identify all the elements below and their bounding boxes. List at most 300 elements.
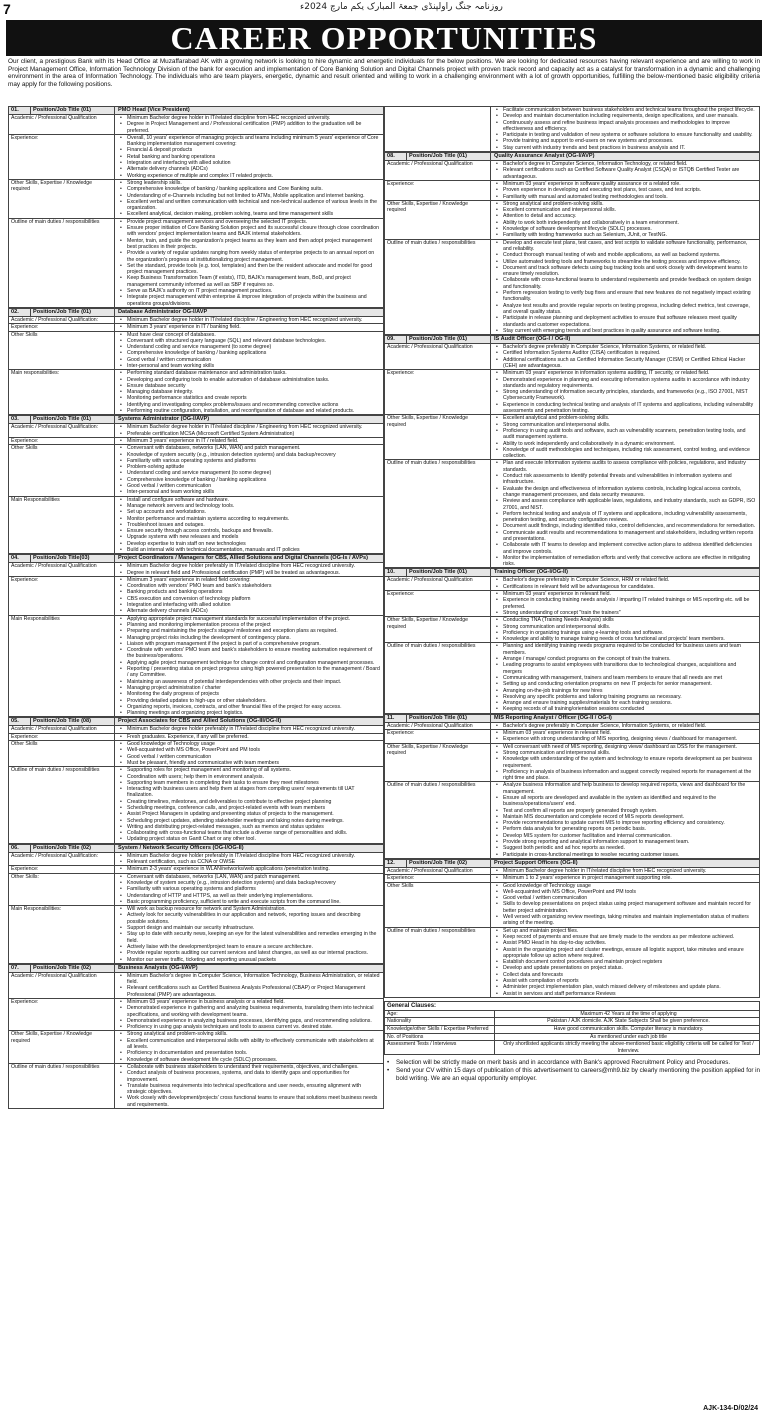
- bullet-item: • Minimum Bachelor degree holder in IT/related discipline / Engineering from HEC recognized university.: [118, 424, 380, 430]
- row-label: Experience:: [9, 135, 115, 179]
- bullet-item: • Test and confirm all reports are properly generated through system.: [494, 808, 756, 814]
- job-title: Database Administrator OG-I/AVP: [118, 308, 208, 315]
- bullet-item: • Ensure security through access controls, backups and firewalls.: [118, 528, 380, 534]
- row-content: [491, 577, 759, 590]
- job-header: [385, 336, 759, 344]
- bullet-item: • Developing and configuring tools to enable automation of database administration tasks.: [118, 377, 380, 383]
- bullet-item: • Develop and update presentations on project status.: [494, 965, 756, 971]
- row-content: [115, 616, 383, 717]
- bullet-item: • Ensure database security: [118, 383, 380, 389]
- row-label: Main Responsibilities: [9, 497, 115, 554]
- bullet-item: • Retail banking and banking operations: [118, 154, 380, 160]
- row-label: Other Skills, Expertise / Knowledge required: [9, 180, 115, 218]
- bullet-item: • Monitoring the daily progress of projects: [118, 691, 380, 697]
- bullet-item: • Support design and maintain our security infrastructure.: [118, 925, 380, 931]
- bullet-item: • Assist in services and staff performance Reviews: [494, 991, 756, 997]
- clause-value: Maximum 42 Years at the time of applying: [580, 1010, 677, 1017]
- bullet-item: • Minimum 03 years' experience in relevant field.: [494, 730, 756, 736]
- job-title: Project Associates for CBS and Allied Solutions (OG-III/OG-II): [118, 718, 282, 725]
- job-title: Quality Assurance Analyst (OG-I/AVP): [494, 153, 595, 160]
- row-content: [491, 415, 759, 459]
- job-row: [9, 115, 383, 135]
- bullet-item: • Ensure proper initiation of Core Banking Solution project and its successful closure through close coordination with vendors' project implementation teams and BAJK internal stakeholders.: [118, 225, 380, 238]
- bullet-item: • Minimum 03 years' experience in information systems auditing, IT security, or related field.: [494, 370, 756, 376]
- job-row: [385, 591, 759, 617]
- job-row: [9, 741, 383, 767]
- row-label: Main Responsibilities:: [9, 906, 115, 963]
- job-header: [385, 715, 759, 723]
- bullet-item: • Planning meetings and organizing project logistics.: [118, 710, 380, 716]
- bullet-item: • Collaborate with IT teams to develop and implement corrective action plans to address identified deficiencies and improve controls.: [494, 542, 756, 555]
- job-title: MIS Reporting Analyst / Officer (OG-II / OG-I): [494, 714, 612, 721]
- row-label: Outline of main duties / responsibilities: [9, 767, 115, 843]
- job-position-label: Position/Job Title (02): [407, 860, 491, 867]
- bullet-item: • Applying agile project management technique for change control and configuration management processes.: [118, 660, 380, 666]
- job-title: PMO Head (Vice President): [118, 107, 190, 113]
- row-content: [491, 460, 759, 567]
- job-header: [9, 107, 383, 115]
- clause-value: As mentioned under each job title: [590, 1033, 667, 1040]
- row-content: [491, 782, 759, 858]
- bullet-item: • Performing routine configuration, installation, and reconfiguration of database and related products.: [118, 408, 380, 414]
- bullet-item: • Demonstrated experience in analyzing business processes, identifying gaps, and recommending solutions.: [118, 1018, 380, 1024]
- bullet-item: • Inter-personal and team working skills: [118, 489, 380, 495]
- row-label: Experience:: [9, 999, 115, 1030]
- bullet-item: • Excellent communication and interpersonal skills.: [494, 207, 756, 213]
- general-clauses-table: [384, 1001, 760, 1056]
- bullet-item: • Well-acquainted with MS Office, PowerPoint and PM tools: [118, 747, 380, 753]
- bullet-list: [494, 868, 756, 874]
- bullet-list: [118, 616, 380, 717]
- bullet-item: • Familiarity with various operating systems and platforms: [118, 886, 380, 892]
- row-label: Academic / Professional Qualification: [385, 868, 491, 874]
- bullet-item: • Assist Project Managers in updating and presenting status of projects to the management.: [118, 811, 380, 817]
- bullet-item: • Install and configure software and hardware.: [118, 497, 380, 503]
- job-block: [8, 415, 384, 554]
- job-row: [385, 868, 759, 875]
- job-row: [9, 726, 383, 733]
- job-position-label: Position/Job Title (01): [31, 107, 115, 114]
- row-content: [115, 726, 383, 732]
- job-row: [9, 424, 383, 438]
- job-position-label: Position/Job Title (01): [407, 569, 491, 576]
- bullet-item: • CBS execution and conversion of technology platform: [118, 596, 380, 602]
- bullet-item: • Minimum 3 years' experience in related field covering:: [118, 577, 380, 583]
- job-header: [9, 845, 383, 853]
- bullet-item: • Experience in conducting technical testing and analysis of IT systems and applications, including vulnerability assessments and penetration testing.: [494, 402, 756, 415]
- row-label: Experience:: [9, 324, 115, 330]
- bullet-item: • Strong understanding of information security principles, standards, and frameworks (e.g., ISO 27001, NIST Cybersecurity Framework).: [494, 389, 756, 402]
- row-label: Academic / Professional Qualification: [9, 115, 115, 134]
- job-row: [385, 201, 759, 240]
- bullet-item: • Develop MIS system for customer facilitation and internal communication.: [494, 833, 756, 839]
- bullet-list: [118, 445, 380, 495]
- bullet-item: • Minimum Bachelor degree holder preferably in IT/related discipline from HEC recognized university.: [118, 563, 380, 569]
- row-label: Academic / Professional Qualification:: [9, 424, 115, 437]
- row-content: [491, 730, 759, 743]
- bullet-list: [118, 767, 380, 843]
- job-header: [9, 555, 383, 563]
- bullet-item: • Arrange and ensure training supplies/materials for each training sessions.: [494, 700, 756, 706]
- bullet-item: • Integration and interfacing with allied solution: [118, 160, 380, 166]
- bullet-item: • Review and assess compliance with applicable laws, regulations, and industry standards, such as GDPR, ISO 27001, and NIST.: [494, 498, 756, 511]
- page-title: CAREER OPPORTUNITIES: [6, 20, 762, 56]
- row-content: [115, 741, 383, 766]
- job-row: [385, 181, 759, 201]
- job-title: Business Analysts (OG-I/AVP): [118, 964, 198, 971]
- row-label: Other Skills: [9, 332, 115, 370]
- bullet-item: • Preparing and maintaining the project's stages/ milestones and exception plans as required.: [118, 628, 380, 634]
- row-content: [115, 853, 383, 866]
- bullet-item: • Bachelor's degree preferably in Computer Science, HRM or related field.: [494, 577, 756, 583]
- clause-row: [385, 1011, 759, 1019]
- job-row: [9, 135, 383, 180]
- bullet-item: • Planning and identifying training needs programs required to be conducted for business users and team members.: [494, 643, 756, 656]
- bullet-item: • Liaison with program management if the project is part of a comprehensive program.: [118, 641, 380, 647]
- bullet-item: • Ability to work independently and collaboratively in a dynamic environment.: [494, 441, 756, 447]
- bullet-item: • Relevant certification, such as CCNA or OWSE: [118, 859, 380, 865]
- bullet-list: [118, 1031, 380, 1062]
- row-content: [115, 370, 383, 414]
- job-number: 05.: [9, 718, 31, 725]
- job-title: Systems Administrator (OG-I/AVP): [118, 416, 210, 423]
- bullet-item: • Knowledge of system security (e.g., intrusion detection systems) and data backup/recovery: [118, 880, 380, 886]
- bullet-item: • Strong leadership skills.: [118, 180, 380, 186]
- row-content: [115, 734, 383, 740]
- job-position-label: Position/Job Title (02): [31, 965, 115, 972]
- bullet-list: [118, 324, 380, 330]
- bullet-list: [494, 723, 756, 729]
- bullet-item: • Experience in conducting training needs analysis / imparting IT related trainings or MIS reporting etc. will be preferred.: [494, 597, 756, 610]
- general-clauses-title: General Clauses:: [385, 1002, 759, 1011]
- job-position-label: Position/Job Title (02): [31, 845, 115, 852]
- bullet-item: • Monitor performance and maintain systems according to requirements.: [118, 516, 380, 522]
- bullet-item: • Plan and execute information systems audits to assess compliance with policies, regulations, and industry standards.: [494, 460, 756, 473]
- bullet-item: • Understand coding and service management (to some degree): [118, 344, 380, 350]
- row-label: Academic / Professional Qualification: [385, 344, 491, 369]
- job-block: [8, 554, 384, 717]
- job-title: Project Coordinators / Managers for CBS, Allied Solutions and Digital Channels (OG-Is / AVPs): [118, 555, 368, 562]
- job-number: 08.: [385, 153, 407, 160]
- bullet-item: • Excellent verbal and written communication with technical and non-technical audience of various levels in the organization.: [118, 199, 380, 212]
- bullet-item: • Minimum 03 years' experience in business analysis or a related field.: [118, 999, 380, 1005]
- clause-row: [385, 1026, 759, 1034]
- bullet-list: [118, 135, 380, 179]
- job-row: [385, 460, 759, 568]
- right-column: [384, 106, 760, 1082]
- job-block: [384, 106, 760, 152]
- bullet-item: • Conduct analysis of business processes, systems, and data to identify gaps and opportunities for improvement.: [118, 1070, 380, 1083]
- bullet-item: • Knowledge of audit methodologies and techniques, including risk assessment, control testing, and evidence collection.: [494, 447, 756, 460]
- clause-key: Assessment Tests / Interviews: [385, 1041, 495, 1054]
- bullet-list: [494, 875, 756, 881]
- row-content: [115, 424, 383, 437]
- row-label: Other Skills, Expertise / Knowledge required: [9, 1031, 115, 1062]
- clause-key: Knowledge/other Skills / Expertise Preferred: [385, 1026, 495, 1033]
- job-row: [9, 438, 383, 445]
- bullet-list: [494, 744, 756, 782]
- bullet-item: • Familiarity with various operating systems and platforms: [118, 458, 380, 464]
- bullet-item: • Document audit findings, including identified risks, control deficiencies, and recommendations for remediation.: [494, 523, 756, 529]
- bullet-item: • Comprehensive knowledge of banking / banking applications: [118, 477, 380, 483]
- bullet-list: [494, 415, 756, 459]
- row-content: [115, 445, 383, 495]
- job-row: [9, 1031, 383, 1063]
- job-number: 07.: [9, 965, 31, 972]
- job-block: [384, 714, 760, 859]
- bullet-item: • Conversant with databases, networks (LAN, WAN) and patch management.: [118, 445, 380, 451]
- ad-reference: AJK-134-D/02/24: [703, 1405, 758, 1412]
- job-block: [8, 308, 384, 415]
- bullet-item: • Ensure all reports are developed and available in the system as identified and required to the business/operations/users' end.: [494, 795, 756, 808]
- bullet-list: [118, 866, 380, 872]
- bullet-item: • Additional certifications such as Certified Information Security Manager (CISM) or Certified Ethical Hacker (CEH) are advantageous.: [494, 357, 756, 370]
- bullet-list: [118, 999, 380, 1030]
- bullet-item: • Provide regular reports auditing our current services and latest changes, as well as our internal practices.: [118, 950, 380, 956]
- bullet-list: [118, 317, 380, 323]
- row-content: [115, 180, 383, 218]
- row-label: Experience:: [385, 591, 491, 616]
- row-content: [115, 219, 383, 307]
- bullet-item: • Understanding of HTTP and HTTPS, as well as their underlying implementations.: [118, 893, 380, 899]
- clause-key: Age:: [385, 1011, 495, 1018]
- bullet-item: • Perform technical testing and analysis of IT systems and applications, including vulnerability assessments, penetration testing, and security configuration reviews.: [494, 511, 756, 524]
- job-title: Project Support Officers (OG-II): [494, 859, 578, 866]
- bullet-item: • Communicate audit results and recommendations to management and stakeholders, including written reports and presentations.: [494, 530, 756, 543]
- job-row: [385, 370, 759, 415]
- bullet-list: [118, 332, 380, 370]
- bullet-item: • Minimum 03 years' experience in software quality assurance or a related role.: [494, 181, 756, 187]
- job-row: [385, 577, 759, 591]
- row-content: [115, 973, 383, 998]
- row-label: Academic / Professional Qualification: [385, 161, 491, 180]
- job-row: [9, 866, 383, 873]
- bullet-item: • Monitor our server traffic, ticketing and reporting unusual packets: [118, 957, 380, 963]
- job-row: [9, 445, 383, 496]
- bullet-item: • Good knowledge of Technology usage: [118, 741, 380, 747]
- row-content: [491, 617, 759, 642]
- bullet-item: • Overall, 10 years' experience of managing projects and teams including minimum 5 years' experience of Core Banking implementation management covering:: [118, 135, 380, 148]
- row-label: Other Skills, Expertise / Knowledge required: [385, 617, 491, 642]
- bullet-item: • Relevant certifications such as Certified Software Quality Analyst (CSQA) or ISTQB Certified Tester are advantageous.: [494, 167, 756, 180]
- job-title: System / Network Security Officers (OG-I/OG-II): [118, 844, 244, 851]
- bullet-item: • Conduct thorough manual testing of web and mobile applications, as well as backend systems.: [494, 252, 756, 258]
- job-position-label: Position/Job Title (01): [31, 309, 115, 316]
- bullet-list: [118, 741, 380, 766]
- bullet-item: • Managing project risks including the development of contingency plans.: [118, 635, 380, 641]
- row-content: [115, 317, 383, 323]
- row-content: [491, 883, 759, 927]
- bullet-list: [494, 201, 756, 239]
- bullet-item: • Integration and interfacing with allied solution: [118, 602, 380, 608]
- job-title: Training Officer (OG-I/OG-II): [494, 569, 568, 576]
- bullet-list: [494, 782, 756, 858]
- job-number: 01.: [9, 107, 31, 114]
- bullet-item: • Actively liaise with the development/project team to ensure a secure architecture.: [118, 944, 380, 950]
- row-label: Experience:: [9, 438, 115, 444]
- row-content: [115, 332, 383, 370]
- job-row: [9, 973, 383, 999]
- bullet-list: [118, 1064, 380, 1108]
- bullet-list: [118, 874, 380, 905]
- job-position-label: Position/Job Title(03): [31, 555, 115, 562]
- row-content: [115, 1031, 383, 1062]
- job-row: [9, 332, 383, 371]
- bullet-item: • Proficiency in documentation and presentation tools.: [118, 1050, 380, 1056]
- bullet-item: • Will work as backup resource for network and System Administration.: [118, 906, 380, 912]
- bullet-item: • Attention to detail and accuracy.: [494, 213, 756, 219]
- job-number: 02.: [9, 309, 31, 316]
- bullet-list: [118, 438, 380, 444]
- bullet-item: • Coordinate with vendors' PMO team and bank's stakeholders to ensure meeting automation requirement of the business/operations.: [118, 647, 380, 660]
- bullet-item: • Good verbal / written communication: [494, 895, 756, 901]
- note-item: • Selection will be strictly made on merit basis and in accordance with Bank's approved Recruitment Policy and Procedures.: [384, 1059, 760, 1067]
- bullet-item: • Understanding of e-Channels including but not limited to ATMs, Mobile application and internet banking.: [118, 193, 380, 199]
- job-block: [384, 859, 760, 998]
- row-label: Experience:: [9, 577, 115, 615]
- bullet-item: • Assist in the organizing project and cluster meetings, ensure all logistic support, take minutes and ensure appropriate follow up action where required.: [494, 947, 756, 960]
- bullet-item: • Good verbal / written communication: [118, 483, 380, 489]
- bullet-item: • Comprehensive knowledge of banking / banking applications: [118, 350, 380, 356]
- job-header: [9, 416, 383, 424]
- job-block: [8, 106, 384, 308]
- row-content: [115, 497, 383, 554]
- job-header: [385, 153, 759, 161]
- row-label: Other Skills, Expertise / Knowledge required: [385, 201, 491, 239]
- bullet-list: [494, 577, 756, 590]
- job-row: [385, 782, 759, 859]
- bullet-list: [118, 853, 380, 866]
- bullet-item: • Strong analytical and problem-solving skills.: [118, 1031, 380, 1037]
- job-header: [9, 309, 383, 317]
- job-block: [384, 568, 760, 713]
- job-number: 11.: [385, 715, 407, 722]
- bullet-item: • Translate business requirements into technical specifications and user needs, ensuring alignment with strategic objectives.: [118, 1083, 380, 1096]
- bullet-item: • Well conversant with need of MIS reporting, designing views/ dashboard as DSS for the management.: [494, 744, 756, 750]
- job-row: [9, 563, 383, 577]
- row-label: Other Skills, Expertise / Knowledge required: [385, 415, 491, 459]
- bullet-item: • Excellent analytical and problem-solving skills.: [494, 415, 756, 421]
- row-label: Outline of main duties / responsibilities: [385, 928, 491, 997]
- bullet-item: • Bachelor's degree in Computer Science, Information Technology, or related field.: [494, 161, 756, 167]
- job-row: [385, 928, 759, 998]
- job-row: [385, 240, 759, 335]
- row-content: [115, 1064, 383, 1108]
- bullet-item: • Financial & deposit products: [118, 147, 380, 153]
- bullet-item: • Monitor the implementation of remediation efforts and verify that corrective actions are effective in mitigating risks.: [494, 555, 756, 568]
- bullet-item: • Monitoring performance statistics and create reports: [118, 395, 380, 401]
- job-header: [9, 718, 383, 726]
- job-row: [385, 617, 759, 643]
- bullet-item: • Arrange / manage/ conduct programs on the concept of train the trainers.: [494, 656, 756, 662]
- job-block: [8, 844, 384, 964]
- bullet-item: • Strong communication and interpersonal skills.: [494, 750, 756, 756]
- bullet-item: • Performing standard database maintenance and administration tasks.: [118, 370, 380, 376]
- bullet-item: • Set up accounts and workstations.: [118, 509, 380, 515]
- job-title: IS Audit Officer (OG-I / OG-II): [494, 336, 571, 343]
- job-row: [385, 883, 759, 928]
- row-label: Academic / Professional Qualification:: [9, 853, 115, 866]
- bullet-item: • Proficiency in analysis of business information and suggest correctly required reports for management at the right time and place.: [494, 769, 756, 782]
- row-label: Outline of main duties / responsibilities: [385, 643, 491, 712]
- clause-value: Only shortlisted applicants strictly meeting the above-mentioned basic eligibility criteria will be called for Test / Interview.: [503, 1041, 754, 1054]
- bullet-item: • Communicating with management, trainers and team members to ensure that all needs are met: [494, 675, 756, 681]
- bullet-item: • Arranging on-the-job trainings for new hires: [494, 688, 756, 694]
- bullet-item: • Proven experience in developing and executing test plans, test cases, and test scripts.: [494, 187, 756, 193]
- job-row: [9, 324, 383, 331]
- job-position-label: Position/Job Title (01): [31, 416, 115, 423]
- bullet-item: • Problem-solving aptitude: [118, 464, 380, 470]
- bullet-list: [118, 734, 380, 740]
- job-row: [385, 107, 759, 152]
- row-label: Academic / Professional Qualification: [385, 723, 491, 729]
- bullet-item: • Minimum Bachelor degree holder in IT/related discipline / Engineering from HEC recognized university.: [118, 317, 380, 323]
- row-label: Experience:: [385, 730, 491, 743]
- job-row: [9, 734, 383, 741]
- bullet-item: • Inter-personal and team working skills: [118, 363, 380, 369]
- bullet-item: • Serve as BAJK's authority on IT project management practices.: [118, 288, 380, 294]
- job-row: [385, 723, 759, 730]
- bullet-item: • Stay current with industry trends and best practices in business analysis and IT.: [494, 145, 756, 151]
- job-number: 03.: [9, 416, 31, 423]
- bullet-item: • Organizing reports, invoices, contracts, and other financial files of the project for easy access.: [118, 704, 380, 710]
- bullet-item: • Leading programs to assist employees with transitions due to technological changes, acquisitions and mergers: [494, 662, 756, 675]
- bullet-item: • Minimum Bachelor degree holder in IT/related discipline from HEC recognized university.: [118, 115, 380, 121]
- bullet-item: • Stay up to date with security news, keeping an eye for the latest vulnerabilities and remedies emerging in the field.: [118, 931, 380, 944]
- bullet-item: • Well versed with organizing review meetings, taking minutes and maintain implementation status of matters arising of the meeting.: [494, 914, 756, 927]
- bullet-item: • Provide strong reporting and analytical information support to management team.: [494, 839, 756, 845]
- bullet-list: [118, 497, 380, 554]
- row-label: Experience:: [385, 370, 491, 414]
- bullet-item: • Minimum 2-3 years' experience in WLAN/networks/web applications /penetration testing.: [118, 866, 380, 872]
- bullet-list: [494, 161, 756, 180]
- bullet-list: [118, 115, 380, 134]
- bullet-item: • Provide a variety of regular updates ranging from weekly status of enterprise projects to an annual report on the organization's progress at institutionalizing project management.: [118, 250, 380, 263]
- row-content: [491, 723, 759, 729]
- bullet-item: • Relevant certifications such as Certified Business Analysis Professional (CBAP) or Project Management Professional (PMP) are advantageous.: [118, 985, 380, 998]
- bullet-item: • Providing detailed updates to high-ups or other stakeholders.: [118, 698, 380, 704]
- row-label: Other Skills: [9, 741, 115, 766]
- row-content: [491, 161, 759, 180]
- job-header: [385, 860, 759, 868]
- bullet-item: • Alternate delivery channels (ADCs): [118, 608, 380, 614]
- job-row: [385, 875, 759, 882]
- row-content: [115, 874, 383, 905]
- bullet-item: • Banking products and banking operations: [118, 589, 380, 595]
- bullet-item: • Managing project administration / charter: [118, 685, 380, 691]
- clause-row: [385, 1018, 759, 1026]
- note-item: • Send your CV within 15 days of publication of this advertisement to careers@mh9.biz by clearly mentioning the position applied for in bold writing. We are an equal opportunity employer.: [384, 1067, 760, 1082]
- bullet-list: [118, 906, 380, 963]
- bullet-item: • Perform regression testing to verify bug fixes and ensure that new features do not negatively impact existing functionality.: [494, 290, 756, 303]
- row-content: [491, 744, 759, 782]
- bullet-item: • Fresh graduates. Experience, if any will be preferred.: [118, 734, 380, 740]
- bullet-item: • Familiarity with manual and automated testing methodologies and tools.: [494, 194, 756, 200]
- bullet-item: • Bachelor's degree preferably in Computer Science, Information Systems, or related field.: [494, 344, 756, 350]
- job-number: 10.: [385, 569, 407, 576]
- bullet-list: [494, 181, 756, 200]
- bullet-item: • Knowledge of system security (e.g., intrusion detection systems) and data backup/recovery: [118, 452, 380, 458]
- bullet-item: • Actively look for security vulnerabilities in our application and network, reporting issues and describing possible solutions.: [118, 912, 380, 925]
- bullet-item: • Demonstrated experience in planning and executing information systems audits in accordance with industry standards and regulatory requirements.: [494, 377, 756, 390]
- bullet-item: • Writing and distributing project-related messages, such as memos and status updates: [118, 824, 380, 830]
- bullet-item: • Working experience of multiple and complex IT related projects.: [118, 173, 380, 179]
- row-label: Academic / Professional Qualification: [9, 726, 115, 732]
- clause-key: Nationality: [385, 1018, 495, 1025]
- bullet-item: • Collaborate with business stakeholders to understand their requirements, objectives, and challenges.: [118, 1064, 380, 1070]
- bullet-list: [494, 928, 756, 997]
- bullet-item: • Minimum Bachelor's degree in Computer Science, Information Technology, Business Administration, or related field.: [118, 973, 380, 986]
